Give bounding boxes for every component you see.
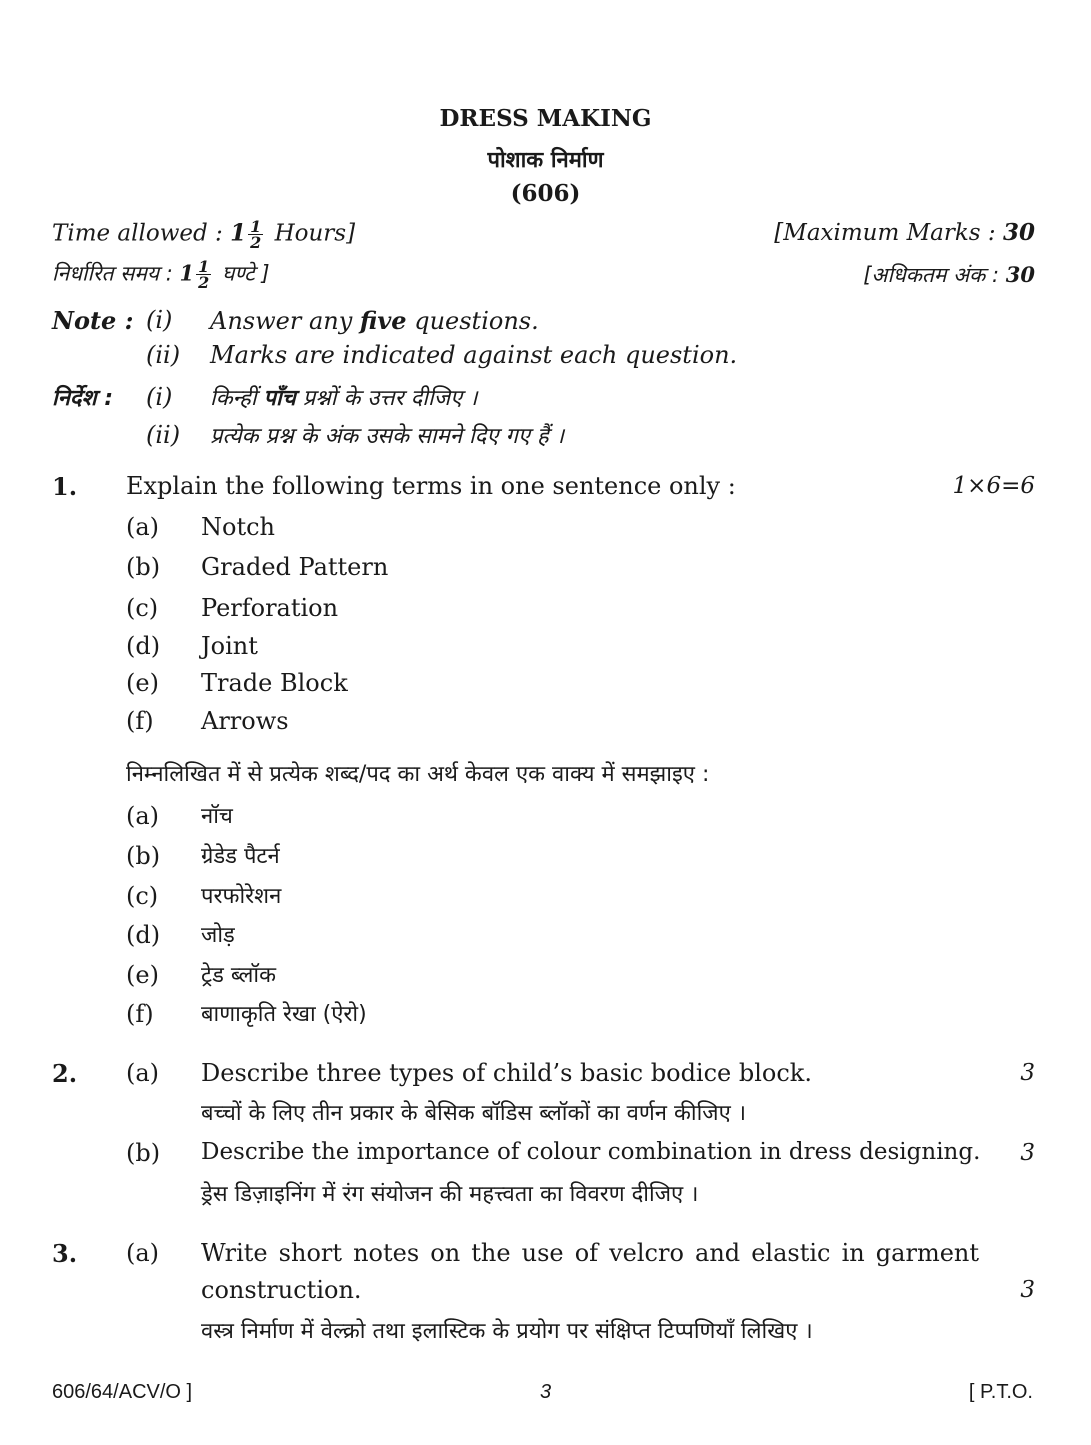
note-label-hi: निर्देश : [52,386,114,411]
list-item-marker: (f) [126,1000,154,1028]
footer-paper-code: 606/64/ACV/O ] [52,1381,193,1403]
list-item-marker: (e) [126,961,159,989]
question-3a-text-hi: वस्त्र निर्माण में वेल्क्रो तथा इलास्टिक के प्रयोग पर संक्षिप्त टिप्पणियाँ लिखिए । [201,1319,813,1344]
list-item: ग्रेडेड पैटर्न [201,844,280,869]
time-allowed-en: Time allowed : 1 $\frac{1}{2}$ Hours] [52,217,356,252]
list-item-marker: (c) [126,882,159,910]
question-2b-text-hi: ड्रेस डिज़ाइनिंग में रंग संयोजन की महत्त्वता का विवरण दीजिए । [201,1182,699,1207]
list-item: Graded Pattern [201,553,389,581]
note-marker-2: (ii) [146,341,181,369]
question-3a-marks: 3 [1020,1277,1035,1303]
list-item-marker: (a) [126,513,160,541]
subject-title-en: DRESS MAKING [439,105,652,132]
footer-page-number: 3 [539,1381,552,1403]
question-2b-marker: (b) [126,1139,161,1167]
list-item: जोड़ [201,923,235,948]
question-2a-marks: 3 [1020,1060,1035,1086]
list-item-marker: (f) [126,707,154,735]
max-marks-en: [Maximum Marks : 30 [774,219,1035,246]
list-item: Joint [201,632,258,660]
list-item: Arrows [201,707,289,735]
subject-title-hi: पोशाक निर्माण [487,148,604,173]
max-marks-hi: [अधिकतम अंक : 30 [863,262,1035,287]
footer-pto: [ P.T.O. [968,1381,1033,1403]
question-2a-text-hi: बच्चों के लिए तीन प्रकार के बेसिक बॉडिस ब्लॉकों का वर्णन कीजिए । [201,1101,747,1126]
question-number-2: 2. [52,1059,78,1088]
question-3a-text-en-line1: Write short notes on the use of velcro and elastic in garment [201,1239,979,1267]
time-allowed-hi: निर्धारित समय : 1 $\frac{1}{2}$ घण्टे ] [52,257,270,292]
list-item: Notch [201,513,275,541]
note-label-en: Note : [52,306,134,335]
note-hi-marker-1: (i) [146,383,173,411]
question-1-text-hi: निम्नलिखित में से प्रत्येक शब्द/पद का अर्थ केवल एक वाक्य में समझाइए : [126,762,710,787]
list-item-marker: (b) [126,553,161,581]
list-item: बाणाकृति रेखा (ऐरो) [201,1002,367,1027]
question-2a-text-en: Describe three types of child’s basic bodice block. [201,1059,812,1087]
note-hi-text-2: प्रत्येक प्रश्न के अंक उसके सामने दिए गए हैं । [210,424,565,449]
list-item-marker: (e) [126,669,159,697]
list-item-marker: (d) [126,632,161,660]
list-item: ट्रेड ब्लॉक [201,963,276,988]
question-number-3: 3. [52,1239,78,1268]
list-item-marker: (d) [126,921,161,949]
note-text-1: Answer any five questions. [210,306,539,335]
question-3a-marker: (a) [126,1239,160,1267]
subject-code: (606) [510,180,581,207]
question-1-marks: 1×6=6 [952,473,1035,499]
note-hi-text-1: किन्हीं पाँच प्रश्नों के उत्तर दीजिए । [210,386,478,411]
question-2a-marker: (a) [126,1059,160,1087]
note-marker-1: (i) [146,306,173,334]
list-item: Trade Block [201,669,348,697]
question-2b-text-en: Describe the importance of colour combination in dress designing. [201,1139,981,1165]
question-2b-marks: 3 [1020,1140,1035,1166]
question-3a-text-en-line2: construction. [201,1276,362,1304]
list-item: नॉच [201,804,233,829]
note-hi-marker-2: (ii) [146,421,181,449]
list-item-marker: (b) [126,842,161,870]
list-item-marker: (a) [126,802,160,830]
list-item: परफोरेशन [201,884,282,909]
question-1-text-en: Explain the following terms in one sentence only : [126,472,736,500]
note-text-2: Marks are indicated against each question. [210,341,738,369]
question-number-1: 1. [52,472,78,501]
list-item: Perforation [201,594,339,622]
list-item-marker: (c) [126,594,159,622]
